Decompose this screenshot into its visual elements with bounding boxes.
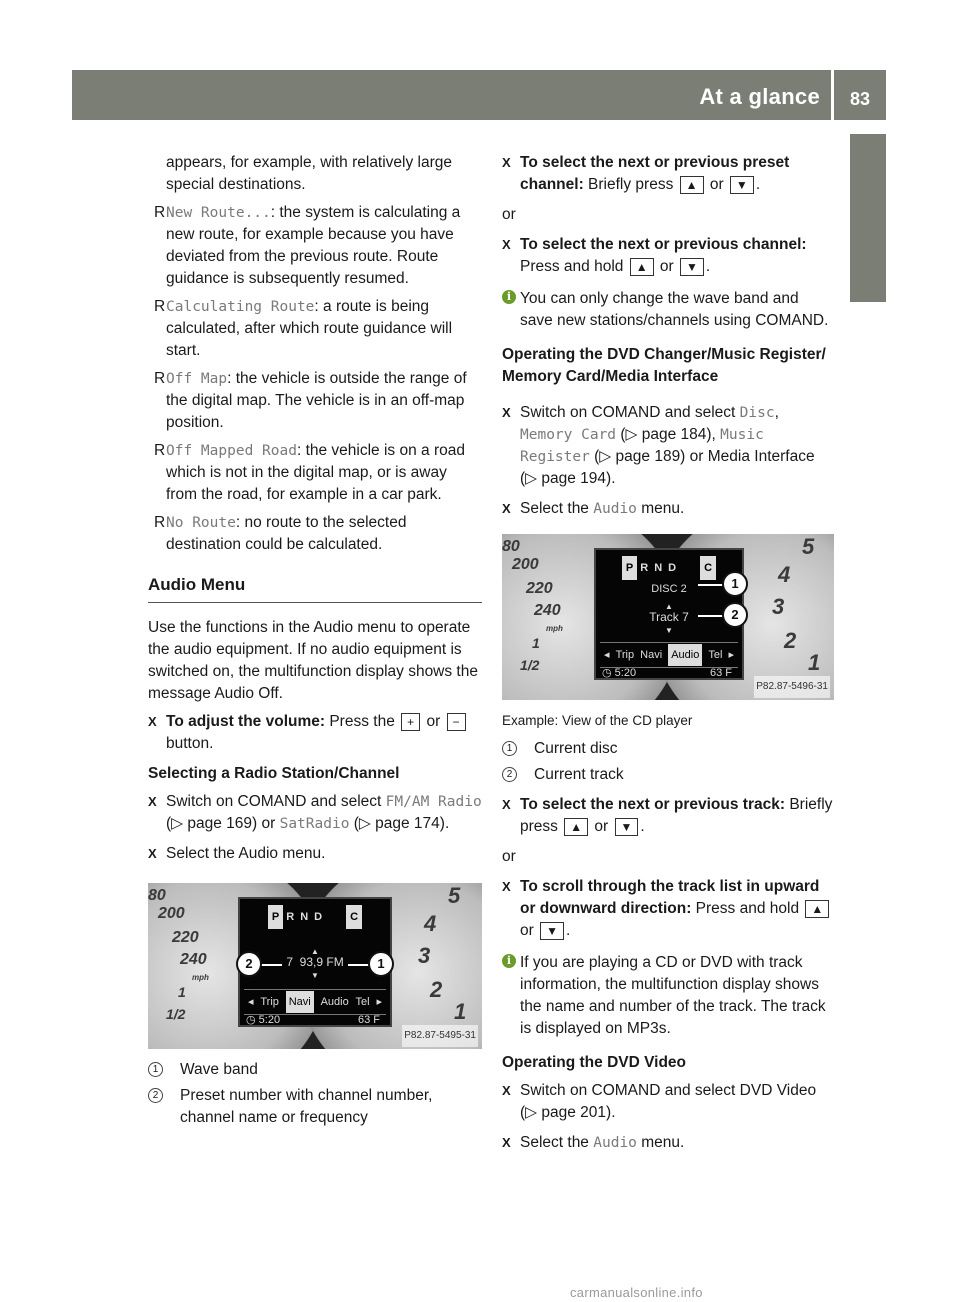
gauge-number: 1/2 [166, 1006, 186, 1022]
subhead-dvd-changer: Operating the DVD Changer/Music Register/ Memory Card/Media Interface [502, 346, 826, 385]
subhead-dvd-video: Operating the DVD Video [502, 1054, 687, 1071]
up-key-icon: ▲ [564, 818, 588, 836]
step-bold: To scroll through the track list in upward or downward direction: [520, 878, 820, 917]
gear-indicator [240, 905, 390, 929]
step-text: or [422, 713, 445, 730]
menu-tel: Tel [708, 649, 723, 661]
legend-number: 2 [148, 1088, 163, 1103]
gauge-number: 3 [772, 594, 785, 619]
gauge-number: 200 [158, 905, 185, 922]
step-text: . [755, 176, 761, 193]
step-preset-channel [502, 152, 834, 196]
gauge-number: 1 [454, 999, 467, 1024]
legend-text: Current track [534, 766, 624, 783]
step-marker: X [502, 1135, 511, 1150]
disc-readout: DISC 2 [651, 583, 687, 595]
bullet-text: : no route to the selected destination could be calculated. [166, 514, 407, 553]
step-bold: To select the next or previous preset channel: [520, 154, 790, 193]
down-key-icon: ▼ [615, 818, 639, 836]
step-text: Switch on COMAND and select DVD Video (▷ page 201). [520, 1082, 817, 1121]
right-column [502, 152, 834, 1162]
step-video-switch-on [502, 1080, 834, 1124]
preset-number: 7 [286, 955, 293, 969]
step-bold: To select the next or previous track: [520, 796, 786, 813]
header-title: At a glance [699, 84, 820, 109]
gauge-number: 220 [526, 580, 553, 597]
legend-number: 2 [502, 767, 517, 782]
step-marker: X [502, 155, 511, 170]
gear-mode: C [700, 556, 716, 580]
step-text: Select the [520, 500, 594, 517]
step-text: , [774, 404, 779, 421]
bullet-text: : a route is being calculated, after which route guidance will start. [166, 298, 453, 359]
gauge-number: 5 [802, 534, 815, 559]
continued-text: appears, for example, with relatively large special destinations. [166, 154, 453, 193]
legend-number: 1 [502, 741, 517, 756]
gauge-number: 240 [180, 951, 207, 968]
step-text: Press the [325, 713, 400, 730]
step-text: Select the [520, 1134, 594, 1151]
gauge-unit: mph [546, 624, 563, 633]
gear-r: R [286, 911, 295, 923]
section-title-audio-menu: Audio Menu [148, 574, 482, 603]
step-text: (▷ page 169) or [166, 815, 280, 832]
gear-mode: C [346, 905, 362, 929]
legend-list [148, 1059, 482, 1129]
step-text: button. [166, 735, 214, 752]
menu-term: Disc [739, 405, 775, 421]
menu-left-arrow-icon: ◂ [604, 649, 610, 661]
menu-audio: Audio [668, 644, 702, 666]
legend-number: 1 [148, 1062, 163, 1077]
step-text: or [520, 922, 539, 939]
step-marker: X [502, 879, 511, 894]
up-key-icon: ▲ [630, 258, 654, 276]
info-icon: i [502, 954, 516, 968]
step-text: menu. [636, 500, 685, 517]
menu-trip: Trip [260, 996, 279, 1008]
gauge-number: 1 [178, 984, 186, 1000]
gauge-number: 1 [532, 635, 540, 651]
step-marker: X [148, 794, 157, 809]
down-arrow-icon: ▼ [311, 971, 319, 980]
clock-icon: ◷ [246, 1014, 256, 1026]
cluster-image-radio [148, 883, 482, 1049]
clock-icon: ◷ [602, 667, 612, 679]
gauge-number: 80 [148, 887, 166, 904]
or-separator: or [502, 206, 516, 223]
menu-term: Audio [593, 1135, 637, 1151]
callout-2: 2 [236, 951, 262, 977]
bullet-term: Calculating Route [166, 299, 315, 315]
gauge-unit: mph [192, 973, 209, 982]
step-text: or [705, 176, 728, 193]
step-marker: X [502, 501, 511, 516]
or-separator: or [502, 848, 516, 865]
bullet-new-route [148, 202, 482, 290]
legend-item [502, 764, 834, 786]
plus-key-icon: + [401, 713, 420, 731]
step-radio-select-audio [148, 843, 482, 865]
bullet-text: : the vehicle is outside the range of the digital map. The vehicle is in an off-map position. [166, 370, 467, 431]
menu-trip: Trip [615, 649, 635, 661]
down-arrow-icon: ▼ [665, 626, 673, 635]
step-text: Switch on COMAND and select [166, 793, 386, 810]
step-marker: X [502, 237, 511, 252]
menu-left-arrow-icon: ◂ [248, 996, 254, 1008]
menu-term: SatRadio [279, 816, 350, 832]
menu-term: Music Register [520, 427, 764, 465]
step-text: . [705, 258, 711, 275]
step-text: Press and hold [691, 900, 804, 917]
time-readout: 5:20 [258, 1014, 281, 1026]
bullet-marker: R [154, 370, 166, 387]
menu-right-arrow-icon: ▸ [728, 649, 734, 661]
bullet-term: No Route [166, 515, 236, 531]
menu-term: Memory Card [520, 427, 617, 443]
step-video-select-audio [502, 1132, 834, 1154]
menu-right-arrow-icon: ▸ [376, 996, 382, 1008]
down-key-icon: ▼ [540, 922, 564, 940]
step-text: or [590, 818, 613, 835]
gear-indicator [596, 556, 742, 580]
bullet-text: : the vehicle is on a road which is not in the digital map, or is away from the road, for example in a car park. [166, 442, 465, 503]
menu-navi: Navi [286, 991, 314, 1013]
footer-watermark: carmanualsonline.info [570, 1285, 703, 1300]
image-code: P82.87-5496-31 [754, 676, 830, 698]
gauge-number: 80 [502, 538, 520, 555]
down-key-icon: ▼ [730, 176, 754, 194]
menu-term: Audio [593, 501, 637, 517]
bullet-text: : the system is calculating a new route, for example because you have deviated from the previous route. Route guidance is subsequently resumed. [166, 204, 461, 287]
page-header [72, 70, 886, 120]
audio-intro: Use the functions in the Audio menu to operate the audio equipment. If no audio equipment is switched on, the multifunction display shows the message Audio Off. [148, 619, 478, 702]
legend-text: Current disc [534, 740, 618, 757]
bullet-marker: R [154, 442, 166, 459]
step-text: Select the Audio menu. [166, 845, 326, 862]
gauge-number: 3 [418, 943, 431, 968]
gauge-number: 1 [808, 650, 821, 675]
bullet-term: Off Map [166, 371, 228, 387]
menu-audio: Audio [320, 996, 349, 1008]
info-note-wave-band [502, 288, 834, 332]
step-text: Briefly press [520, 796, 833, 835]
step-bold: To adjust the volume: [166, 713, 326, 730]
up-key-icon: ▲ [680, 176, 704, 194]
gauge-number: 4 [778, 562, 791, 587]
bullet-marker: R [154, 514, 166, 531]
step-text: Briefly press [583, 176, 678, 193]
step-marker: X [502, 797, 511, 812]
step-channel [502, 234, 834, 278]
step-bold: To select the next or previous channel: [520, 236, 807, 253]
gear-n: N [654, 562, 663, 574]
gear-n: N [300, 911, 309, 923]
down-key-icon: ▼ [680, 258, 704, 276]
legend-list [502, 738, 834, 786]
step-text: (▷ page 189) or Media Interface (▷ page 194). [520, 448, 815, 487]
step-marker: X [148, 846, 157, 861]
bullet-no-route [148, 512, 482, 556]
step-radio-switch-on [148, 791, 482, 835]
info-icon: i [502, 290, 516, 304]
step-dvd-switch-on [502, 402, 834, 490]
gauge-number: 220 [172, 929, 199, 946]
callout-1: 1 [368, 951, 394, 977]
step-track [502, 794, 834, 838]
up-arrow-icon: ▲ [665, 602, 673, 611]
image-code: P82.87-5495-31 [402, 1025, 478, 1047]
step-text: . [565, 922, 571, 939]
gear-r: R [640, 562, 649, 574]
gauge-number: 1/2 [520, 657, 540, 673]
bullet-marker: R [154, 298, 166, 315]
gauge-number: 200 [512, 556, 539, 573]
up-arrow-icon: ▲ [311, 947, 319, 956]
bullet-calculating-route [148, 296, 482, 362]
gear-p: P [268, 905, 283, 929]
bullet-off-mapped-road [148, 440, 482, 506]
legend-item [502, 738, 834, 760]
time-readout: 5:20 [614, 667, 637, 679]
step-text: (▷ page 184), [616, 426, 721, 443]
legend-text: Preset number with channel number, channel name or frequency [180, 1087, 433, 1126]
info-note-track-info [502, 952, 834, 1040]
menu-tel: Tel [355, 996, 370, 1008]
legend-text: Wave band [180, 1061, 258, 1078]
left-column [148, 152, 482, 1133]
up-key-icon: ▲ [805, 900, 829, 918]
step-marker: X [502, 405, 511, 420]
header-divider [831, 70, 834, 120]
legend-item [148, 1059, 482, 1081]
legend-item [148, 1085, 482, 1129]
frequency: 93,9 FM [299, 955, 344, 969]
bullet-term: New Route... [166, 205, 271, 221]
track-readout: Track 7 [649, 610, 689, 624]
gauge-number: 2 [784, 628, 797, 653]
gauge-number: 4 [424, 911, 437, 936]
step-marker: X [502, 1083, 511, 1098]
temperature-readout: 63 F [357, 1014, 380, 1026]
step-text: or [655, 258, 679, 275]
menu-navi: Navi [640, 649, 663, 661]
image-caption: Example: View of the CD player [502, 713, 693, 728]
bullet-off-map [148, 368, 482, 434]
step-marker: X [148, 714, 157, 729]
subhead-radio: Selecting a Radio Station/Channel [148, 765, 400, 782]
step-text: Switch on COMAND and select [520, 404, 740, 421]
temperature-readout: 63 F [709, 667, 732, 679]
info-text: You can only change the wave band and save new stations/channels using COMAND. [520, 290, 829, 329]
step-adjust-volume [148, 711, 482, 755]
gauge-number: 5 [448, 883, 461, 908]
gear-p: P [622, 556, 637, 580]
step-text: Press and hold [520, 258, 628, 275]
bullet-term: Off Mapped Road [166, 443, 297, 459]
side-tab-label: COMAND APS [868, 166, 889, 296]
step-text: menu. [636, 1134, 685, 1151]
gauge-number: 240 [534, 602, 561, 619]
info-text: If you are playing a CD or DVD with track information, the multifunction display shows the name and number of the track. The track is displayed on MP3s. [520, 954, 826, 1037]
gauge-number: 2 [430, 977, 443, 1002]
menu-term: FM/AM Radio [385, 794, 482, 810]
step-text: (▷ page 174). [349, 815, 450, 832]
page-number: 83 [849, 89, 870, 109]
cluster-image-cd [502, 534, 834, 700]
callout-2: 2 [722, 602, 748, 628]
gear-d: D [668, 562, 677, 574]
bullet-list [148, 202, 482, 556]
step-dvd-select-audio [502, 498, 834, 520]
bullet-marker: R [154, 204, 166, 221]
minus-key-icon: − [447, 713, 466, 731]
step-text: . [640, 818, 645, 835]
step-scroll-track-list [502, 876, 834, 942]
callout-1: 1 [722, 571, 748, 597]
gear-d: D [314, 911, 323, 923]
